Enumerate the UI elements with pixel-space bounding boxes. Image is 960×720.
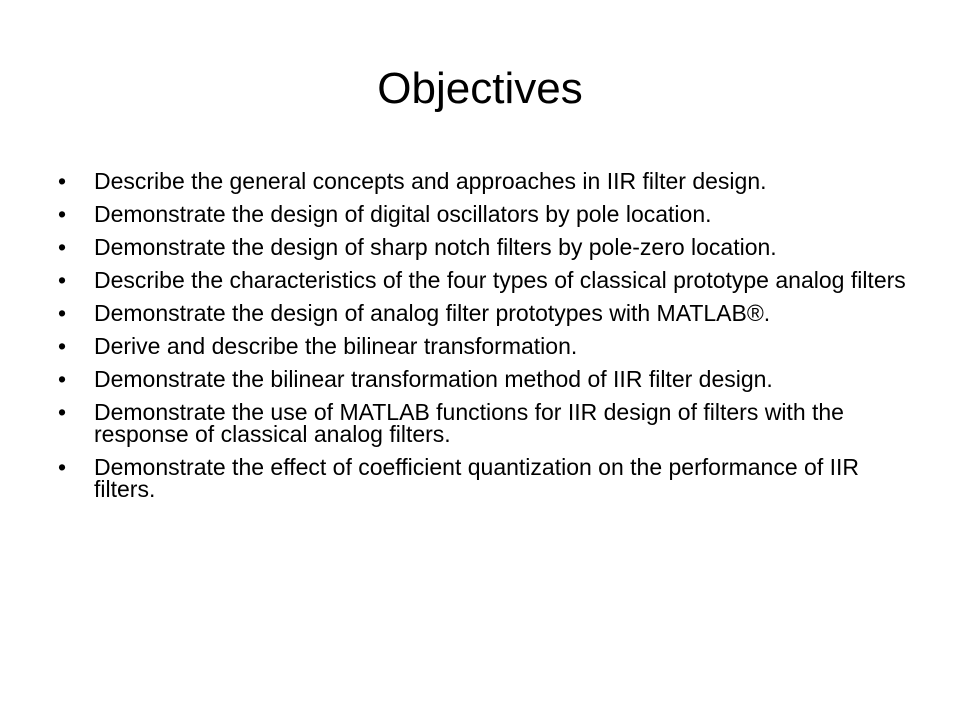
bullet-icon: • <box>58 366 67 392</box>
objectives-list <box>58 170 908 511</box>
slide-title: Objectives <box>377 64 583 113</box>
list-item <box>58 203 908 225</box>
bullet-icon: • <box>58 333 67 359</box>
list-item <box>58 236 908 258</box>
list-item <box>58 269 908 291</box>
bullet-icon: • <box>58 168 67 194</box>
bullet-text: Demonstrate the design of digital oscillators by pole location. <box>94 201 712 227</box>
bullet-icon: • <box>58 234 67 260</box>
bullet-text: Demonstrate the design of analog filter prototypes with MATLAB®. <box>94 300 771 326</box>
list-item <box>58 368 908 390</box>
bullet-text: Demonstrate the effect of coefficient quantization on the performance of IIR filters. <box>94 454 859 502</box>
list-item <box>58 335 908 357</box>
bullet-icon: • <box>58 300 67 326</box>
bullet-text: Demonstrate the use of MATLAB functions for IIR design of filters with the response of classical analog filters. <box>94 399 844 447</box>
list-item <box>58 456 908 500</box>
bullet-icon: • <box>58 201 67 227</box>
list-item <box>58 401 908 445</box>
bullet-text: Describe the general concepts and approaches in IIR filter design. <box>94 168 767 194</box>
list-item <box>58 170 908 192</box>
bullet-icon: • <box>58 267 67 293</box>
bullet-text: Demonstrate the design of sharp notch filters by pole-zero location. <box>94 234 777 260</box>
bullet-icon: • <box>58 399 67 425</box>
bullet-text: Derive and describe the bilinear transformation. <box>94 333 578 359</box>
list-item <box>58 302 908 324</box>
bullet-text: Demonstrate the bilinear transformation method of IIR filter design. <box>94 366 773 392</box>
bullet-text: Describe the characteristics of the four types of classical prototype analog filters <box>94 267 906 293</box>
bullet-icon: • <box>58 454 67 480</box>
